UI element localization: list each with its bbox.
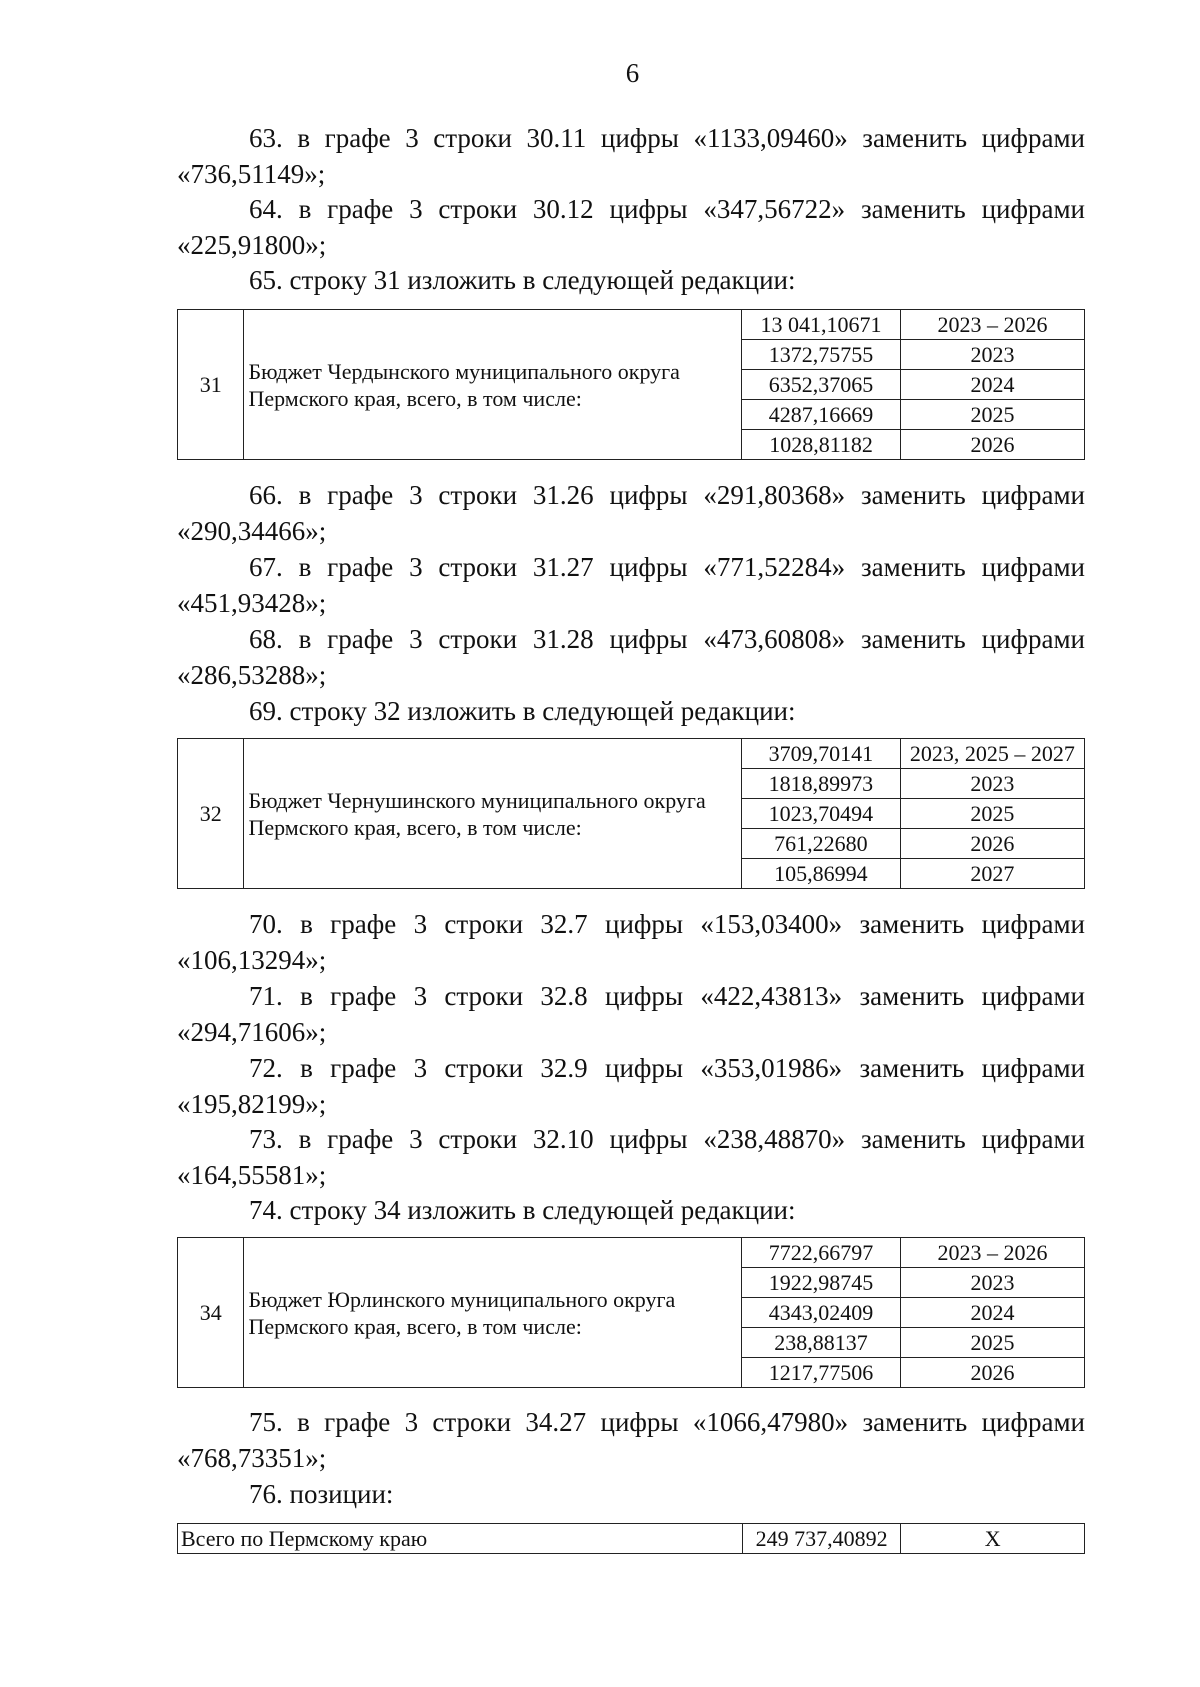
sum-cell: 1023,70494 [741, 799, 900, 829]
years-cell: 2025 [900, 799, 1084, 829]
clause-line: «286,53288»; [177, 660, 327, 690]
years-cell: 2024 [901, 370, 1085, 400]
sum-cell: 4287,16669 [742, 400, 901, 430]
years-cell: 2023 – 2026 [901, 310, 1085, 340]
years-cell: 2027 [900, 859, 1084, 889]
clause-line: 72. в графе 3 строки 32.9 цифры «353,01986» заменить цифрами [249, 1053, 1085, 1083]
clause-66 [177, 477, 1085, 549]
row-name [244, 310, 742, 460]
sum-cell: 13 041,10671 [742, 310, 901, 340]
total-sum-cell: 249 737,40892 [742, 1524, 901, 1554]
clause-line: «195,82199»; [177, 1089, 327, 1119]
row-number: 32 [178, 739, 244, 889]
clause-line: 67. в графе 3 строки 31.27 цифры «771,52284» заменить цифрами [249, 552, 1085, 582]
clause-line: «451,93428»; [177, 588, 327, 618]
clause-74: 74. строку 34 изложить в следующей редакции: [249, 1195, 796, 1225]
clause-line: «736,51149»; [177, 159, 326, 189]
years-cell: 2024 [901, 1298, 1085, 1328]
clause-line: 64. в графе 3 строки 30.12 цифры «347,56722» заменить цифрами [249, 194, 1085, 224]
sum-cell: 1372,75755 [742, 340, 901, 370]
clause-line: 70. в графе 3 строки 32.7 цифры «153,03400» заменить цифрами [249, 909, 1085, 939]
years-cell: 2025 [901, 400, 1085, 430]
sum-cell: 4343,02409 [742, 1298, 901, 1328]
years-cell: 2023 [900, 769, 1084, 799]
years-cell: 2026 [901, 430, 1085, 460]
clause-line: 68. в графе 3 строки 31.28 цифры «473,60808» заменить цифрами [249, 624, 1085, 654]
clause-line: «294,71606»; [177, 1017, 327, 1047]
clause-73 [177, 1121, 1085, 1193]
sum-cell: 1217,77506 [742, 1358, 901, 1388]
clause-76: 76. позиции: [249, 1479, 394, 1509]
clause-line: «225,91800»; [177, 230, 327, 260]
clause-68 [177, 621, 1085, 693]
sum-cell: 238,88137 [742, 1328, 901, 1358]
clause-line: 71. в графе 3 строки 32.8 цифры «422,43813» заменить цифрами [249, 981, 1085, 1011]
sum-cell: 1818,89973 [741, 769, 900, 799]
sum-cell: 7722,66797 [742, 1238, 901, 1268]
years-cell: 2026 [901, 1358, 1085, 1388]
clause-64 [177, 191, 1085, 263]
table-row-total [177, 1523, 1085, 1554]
total-years-cell: X [901, 1524, 1085, 1554]
row-name-line: Пермского края, всего, в том числе: [248, 1313, 582, 1339]
years-cell: 2025 [901, 1328, 1085, 1358]
years-cell: 2023 [901, 340, 1085, 370]
sum-cell: 761,22680 [741, 829, 900, 859]
clause-67 [177, 549, 1085, 621]
clause-72 [177, 1050, 1085, 1122]
clause-line: «768,73351»; [177, 1443, 327, 1473]
clause-line: «106,13294»; [177, 945, 327, 975]
years-cell: 2023, 2025 – 2027 [900, 739, 1084, 769]
clause-71 [177, 978, 1085, 1050]
table-row-31 [177, 309, 1085, 460]
row-name [244, 1238, 742, 1388]
clause-69: 69. строку 32 изложить в следующей редакции: [249, 696, 796, 726]
row-name [244, 739, 741, 889]
row-name-line: Пермского края, всего, в том числе: [248, 814, 582, 840]
row-name-line: Пермского края, всего, в том числе: [248, 385, 582, 411]
years-cell: 2026 [900, 829, 1084, 859]
row-number: 34 [178, 1238, 244, 1388]
sum-cell: 6352,37065 [742, 370, 901, 400]
sum-cell: 1028,81182 [742, 430, 901, 460]
clause-63 [177, 120, 1085, 192]
clause-75 [177, 1404, 1085, 1476]
years-cell: 2023 [901, 1268, 1085, 1298]
clause-line: «290,34466»; [177, 516, 327, 546]
sum-cell: 3709,70141 [741, 739, 900, 769]
sum-cell: 1922,98745 [742, 1268, 901, 1298]
total-label: Всего по Пермскому краю [178, 1524, 743, 1554]
clause-line: 63. в графе 3 строки 30.11 цифры «1133,09460» заменить цифрами [249, 123, 1085, 153]
sum-cell: 105,86994 [741, 859, 900, 889]
page-number: 6 [625, 58, 640, 88]
years-cell: 2023 – 2026 [901, 1238, 1085, 1268]
row-number: 31 [178, 310, 244, 460]
clause-70 [177, 906, 1085, 978]
clause-line: «164,55581»; [177, 1160, 327, 1190]
table-row-34 [177, 1237, 1085, 1388]
clause-line: 73. в графе 3 строки 32.10 цифры «238,48870» заменить цифрами [249, 1124, 1085, 1154]
row-name-line: Бюджет Чернушинского муниципального округа [248, 787, 706, 813]
clause-line: 75. в графе 3 строки 34.27 цифры «1066,47980» заменить цифрами [249, 1407, 1085, 1437]
row-name-line: Бюджет Юрлинского муниципального округа [248, 1286, 676, 1312]
clause-line: 66. в графе 3 строки 31.26 цифры «291,80368» заменить цифрами [249, 480, 1085, 510]
row-name-line: Бюджет Чердынского муниципального округа [248, 358, 680, 384]
table-row-32 [177, 738, 1085, 889]
clause-65: 65. строку 31 изложить в следующей редакции: [249, 265, 796, 295]
